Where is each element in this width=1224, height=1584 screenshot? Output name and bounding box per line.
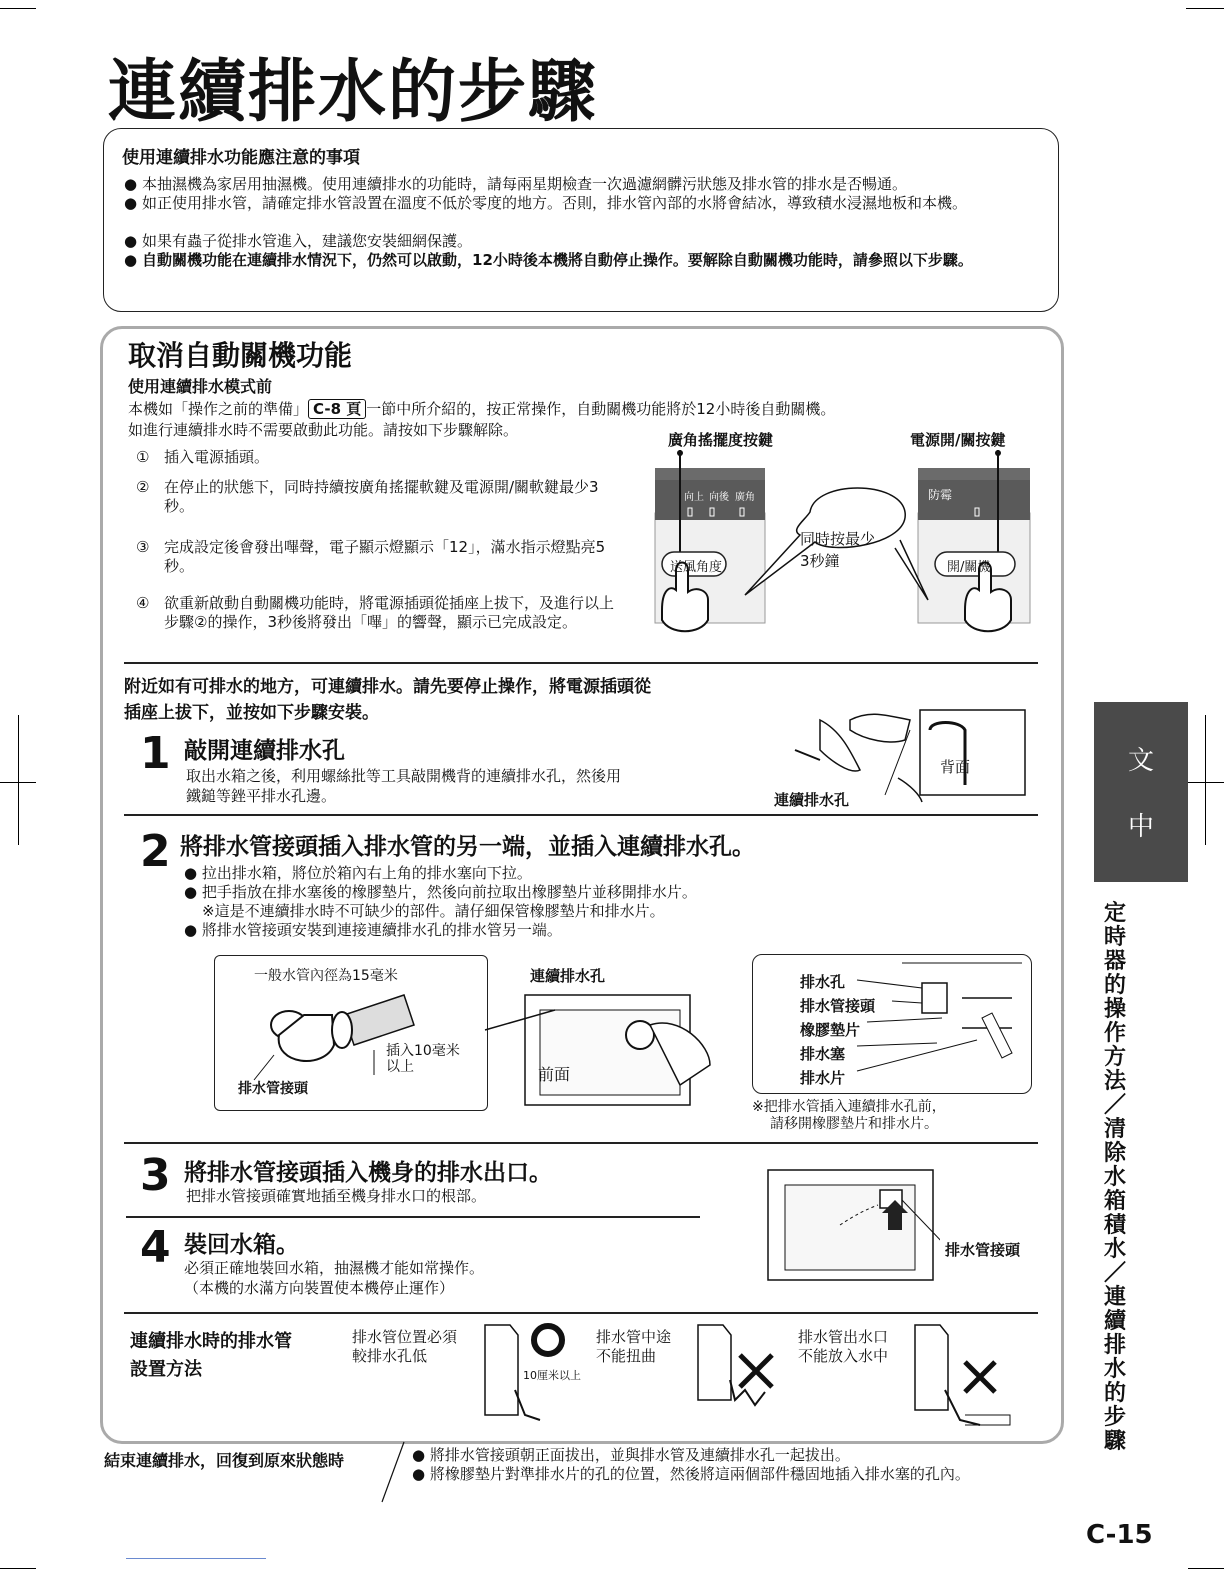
precautions-heading: 使用連續排水功能應注意的事項 xyxy=(122,148,360,168)
hole-label: 連續排水孔 xyxy=(530,967,606,985)
list-item: 完成設定後會發出嗶聲，電子顯示燈顯示「12」，滿水指示燈點亮5秒。 xyxy=(164,538,606,575)
crop-mark xyxy=(1186,8,1224,9)
setup-case-1: 排水管位置必須 較排水孔低 xyxy=(352,1328,458,1365)
step-1-desc: 取出水箱之後，利用螺絲批等工具敲開機背的連續排水孔，然後用 鐵鎚等銼平排水孔邊。 xyxy=(186,767,622,805)
page-ref-badge: C-8 頁 xyxy=(308,399,366,419)
indicator-up: 向上 xyxy=(684,492,704,503)
cancel-intro2: 如進行連續排水時不需要啟動此功能。請按如下步驟解除。 xyxy=(128,421,519,439)
power-button: 開/關機 xyxy=(947,560,991,575)
speech-bubble: 同時按最少 3秒鐘 xyxy=(800,530,876,570)
list-item: ① xyxy=(136,448,150,466)
step-3-desc: 把排水管接頭確實地插至機身排水口的根部。 xyxy=(186,1187,487,1205)
joint-label: 排水管接頭 xyxy=(238,1081,308,1097)
list-item: 在停止的狀態下，同時持續按廣角搖擺軟鍵及電源開/關軟鍵最少3秒。 xyxy=(164,478,599,515)
step-num: ② xyxy=(136,478,150,496)
step-4-number: 4 xyxy=(140,1222,171,1273)
side-chapter-text: 定時器的操作方法／清除水箱積水／連續排水的步驟 xyxy=(1103,901,1126,1454)
indicator-back: 向後 xyxy=(709,492,729,503)
list-item: ● 如正使用排水管，請確定排水管設置在溫度不低於零度的地方。否則，排水管內部的水將會結冰，導致積水浸濕地板和本機。 xyxy=(124,194,968,212)
list-item: ● 將排水管接頭安裝到連接連續排水孔的排水管另一端。 xyxy=(184,921,562,939)
step-num: ③ xyxy=(136,538,150,556)
setup-case-3: 排水管出水口 不能放入水中 xyxy=(798,1328,889,1365)
insert-label: 插入10毫米 以上 xyxy=(386,1043,460,1075)
end-label: 結束連續排水，回復到原來狀態時 xyxy=(104,1451,345,1470)
cancel-subtitle: 使用連續排水模式前 xyxy=(128,377,273,396)
parts-labels: 排水孔 排水管接頭 橡膠墊片 排水塞 排水片 xyxy=(800,973,876,1087)
figure-front xyxy=(480,985,750,1110)
precautions-box xyxy=(103,128,1059,312)
step-3-figure xyxy=(760,1165,940,1285)
step-1-number: 1 xyxy=(140,728,171,779)
cancel-intro: 本機如「操作之前的準備」 C-8 頁 一節中所介紹的，按正常操作，自動關機功能將於12小時後自動關機。 xyxy=(128,400,836,418)
figure-parts xyxy=(852,958,1027,1088)
step-2-note: ※這是不連續排水時不可缺少的部件。請仔細保管橡膠墊片和排水片。 xyxy=(202,902,665,920)
step-num: ④ xyxy=(136,594,150,612)
crop-mark xyxy=(0,8,36,9)
step-2-number: 2 xyxy=(140,826,171,877)
list-item: 欲重新啟動自動關機功能時，將電源插頭從插座上拔下，及進行以上步驟②的操作，3秒後將發出「嗶」的響聲，顯示已完成設定。 xyxy=(164,594,615,631)
swing-button: 送風角度 xyxy=(670,560,723,575)
front-label: 前面 xyxy=(538,1065,571,1084)
tab-char-top: 文 xyxy=(1127,746,1154,776)
list-item: ● 把手指放在排水塞後的橡膠墊片，然後向前拉取出橡膠墊片並移開排水片。 xyxy=(184,883,697,901)
step-2-title: 將排水管接頭插入排水管的另一端，並插入連續排水孔。 xyxy=(180,834,755,860)
slash-divider xyxy=(378,1440,408,1504)
crop-mark xyxy=(18,715,19,845)
cancel-title: 取消自動關機功能 xyxy=(128,339,353,372)
step-4-desc: 必須正確地裝回水箱，抽濕機才能如常操作。 （本機的水滿方向裝置使本機停止運作） xyxy=(184,1259,485,1297)
crop-mark xyxy=(1188,782,1224,783)
list-item: ● 拉出排水箱，將位於箱內右上角的排水塞向下拉。 xyxy=(184,864,532,882)
list-item: ● 如果有蟲子從排水管進入，建議您安裝細網保護。 xyxy=(124,232,473,250)
crop-mark xyxy=(0,1568,36,1569)
diameter-label: 一般水管內徑為15毫米 xyxy=(254,968,398,984)
indicator-mould: 防霉 xyxy=(928,488,953,502)
list-item: ● 將橡膠墊片對準排水片的孔的位置，然後將這兩個部件穩固地插入排水塞的孔內。 xyxy=(412,1465,970,1483)
tab-char-bottom: 中 xyxy=(1127,812,1154,842)
list-item: ● 本抽濕機為家居用抽濕機。使用連續排水的功能時，請每兩星期檢查一次過濾網髒污狀態及排水管的排水是否暢通。 xyxy=(124,175,908,193)
list-item: ● 將排水管接頭朝正面拔出，並與排水管及連續排水孔一起拔出。 xyxy=(412,1446,850,1464)
fig-back-label: 背面 xyxy=(940,758,971,776)
parts-note: ※把排水管插入連續排水孔前， 請移開橡膠墊片和排水片。 xyxy=(752,1099,946,1132)
step-3-number: 3 xyxy=(140,1150,171,1201)
list-item: 插入電源插頭。 xyxy=(164,448,270,466)
setup-case-2: 排水管中途 不能扭曲 xyxy=(596,1328,672,1365)
step-2-bullets xyxy=(184,864,984,940)
indicator-wide: 廣角 xyxy=(735,492,755,503)
footer-rule xyxy=(126,1558,266,1559)
end-items xyxy=(412,1446,970,1484)
panel-label-right: 電源開/關按鍵 xyxy=(910,431,1006,449)
list-item: ● 自動關機功能在連續排水情況下，仍然可以啟動，12小時後本機將自動停止操作。要解除自動關機功能時，請參照以下步驟。 xyxy=(124,251,973,269)
step-3-fig-label: 排水管接頭 xyxy=(945,1241,1021,1259)
setup-heading: 連續排水時的排水管 設置方法 xyxy=(130,1331,292,1380)
step-1-title: 敲開連續排水孔 xyxy=(184,738,345,764)
setup-dim-label: 10厘米以上 xyxy=(523,1369,581,1382)
step-3-title: 將排水管接頭插入機身的排水出口。 xyxy=(184,1160,552,1186)
crop-mark xyxy=(1205,715,1206,845)
step-4-title: 裝回水箱。 xyxy=(184,1232,299,1258)
page-title: 連續排水的步驟 xyxy=(108,53,599,132)
language-tab xyxy=(1094,702,1188,882)
page-number: C-15 xyxy=(1086,1520,1153,1550)
crop-mark xyxy=(1188,1568,1224,1569)
panel-label-left: 廣角搖擺度按鍵 xyxy=(668,431,774,449)
install-note: 附近如有可排水的地方，可連續排水。請先要停止操作，將電源插頭從 插座上拔下，並按如下步驟安裝。 xyxy=(124,677,651,723)
fig-hole-label: 連續排水孔 xyxy=(774,791,850,809)
